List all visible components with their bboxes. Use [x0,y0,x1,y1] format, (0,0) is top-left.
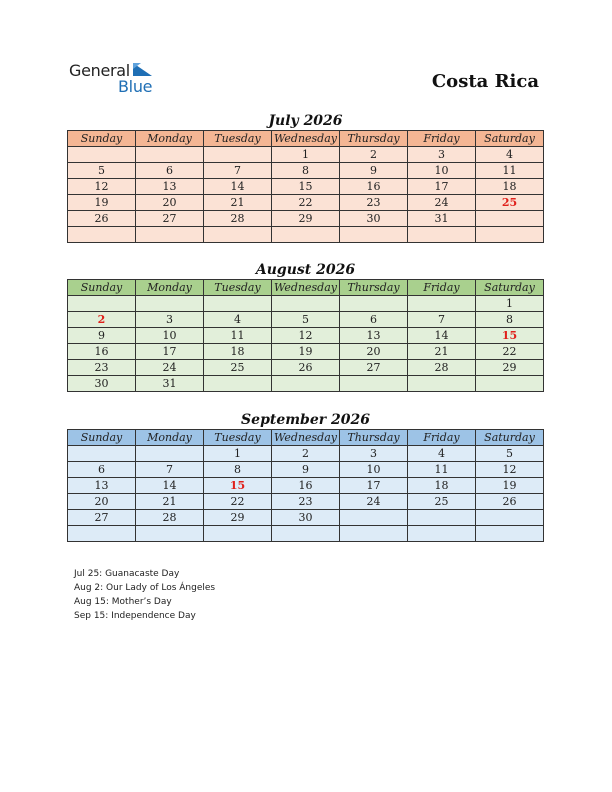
week-row [68,510,544,526]
day-cell: 20 [136,195,204,211]
day-cell: 3 [136,312,204,328]
day-cell: 17 [340,478,408,494]
day-cell: 19 [272,344,340,360]
day-cell: 16 [272,478,340,494]
day-cell: 19 [476,478,544,494]
day-cell: 28 [136,510,204,526]
day-cell: 2 [340,147,408,163]
day-cell: 19 [68,195,136,211]
day-cell: 6 [136,163,204,179]
week-row [68,147,544,163]
holiday-note: Jul 25: Guanacaste Day [74,569,180,579]
weekday-header-row [68,430,544,446]
day-cell: 27 [340,360,408,376]
day-cell: 26 [272,360,340,376]
day-cell: 10 [408,163,476,179]
day-cell: 15 [204,478,272,494]
week-row [68,211,544,227]
calendar-july [67,112,544,243]
weekday-header: Saturday [476,430,544,446]
day-cell: 27 [68,510,136,526]
day-cell: 5 [272,312,340,328]
day-cell [340,227,408,243]
day-cell: 4 [408,446,476,462]
week-row [68,179,544,195]
day-cell: 11 [476,163,544,179]
week-row [68,163,544,179]
day-cell [68,227,136,243]
day-cell: 9 [68,328,136,344]
weekday-header: Sunday [68,280,136,296]
day-cell: 15 [476,328,544,344]
day-cell: 30 [340,211,408,227]
weekday-header: Friday [408,430,476,446]
country-title: Costa Rica [431,71,539,92]
day-cell: 1 [272,147,340,163]
day-cell: 16 [340,179,408,195]
day-cell: 31 [136,376,204,392]
week-row [68,328,544,344]
logo-word-general: General [69,61,130,80]
weekday-header: Thursday [340,280,408,296]
day-cell: 14 [408,328,476,344]
day-cell: 6 [340,312,408,328]
week-row [68,494,544,510]
day-cell [408,526,476,542]
weekday-header-row [68,131,544,147]
day-cell [272,526,340,542]
day-cell [204,147,272,163]
month-grid [67,130,544,243]
day-cell: 8 [476,312,544,328]
week-row [68,478,544,494]
day-cell: 13 [340,328,408,344]
day-cell: 8 [204,462,272,478]
weekday-header: Thursday [340,430,408,446]
day-cell [136,227,204,243]
day-cell [272,227,340,243]
day-cell [136,296,204,312]
day-cell: 22 [204,494,272,510]
day-cell: 25 [408,494,476,510]
day-cell: 30 [272,510,340,526]
month-title: July 2026 [268,113,343,129]
day-cell [136,526,204,542]
weekday-header-row [68,280,544,296]
day-cell: 27 [136,211,204,227]
week-row [68,376,544,392]
day-cell [68,296,136,312]
day-cell [136,446,204,462]
week-row [68,312,544,328]
weekday-header: Saturday [476,131,544,147]
week-row [68,227,544,243]
day-cell: 9 [340,163,408,179]
day-cell: 17 [136,344,204,360]
logo-word-blue: Blue [118,77,153,96]
weekday-header: Sunday [68,131,136,147]
day-cell: 23 [272,494,340,510]
day-cell: 26 [68,211,136,227]
day-cell [476,227,544,243]
day-cell: 13 [68,478,136,494]
day-cell [476,211,544,227]
weekday-header: Thursday [340,131,408,147]
day-cell [476,510,544,526]
day-cell: 16 [68,344,136,360]
day-cell: 25 [476,195,544,211]
day-cell: 5 [476,446,544,462]
day-cell: 31 [408,211,476,227]
day-cell [68,147,136,163]
logo-flag-icon [133,63,153,77]
day-cell: 22 [272,195,340,211]
day-cell: 7 [204,163,272,179]
day-cell [204,227,272,243]
day-cell: 20 [340,344,408,360]
day-cell: 2 [272,446,340,462]
day-cell: 11 [204,328,272,344]
day-cell: 29 [204,510,272,526]
day-cell [408,296,476,312]
week-row [68,195,544,211]
day-cell [272,296,340,312]
day-cell: 7 [408,312,476,328]
weekday-header: Sunday [68,430,136,446]
month-title: September 2026 [241,412,370,428]
day-cell: 11 [408,462,476,478]
day-cell: 3 [408,147,476,163]
holiday-note: Sep 15: Independence Day [74,611,196,621]
day-cell [136,147,204,163]
day-cell [272,376,340,392]
day-cell: 12 [68,179,136,195]
day-cell: 30 [68,376,136,392]
day-cell: 2 [68,312,136,328]
weekday-header: Wednesday [272,280,340,296]
day-cell [408,227,476,243]
weekday-header: Monday [136,131,204,147]
day-cell: 12 [272,328,340,344]
day-cell: 18 [408,478,476,494]
weekday-header: Friday [408,280,476,296]
day-cell: 18 [204,344,272,360]
day-cell [204,376,272,392]
day-cell: 22 [476,344,544,360]
day-cell: 3 [340,446,408,462]
holiday-note: Aug 2: Our Lady of Los Ángeles [74,583,216,593]
day-cell: 4 [204,312,272,328]
week-row [68,360,544,376]
month-title: August 2026 [255,262,356,278]
day-cell [204,526,272,542]
calendar-september [67,411,544,542]
day-cell: 23 [340,195,408,211]
day-cell [68,526,136,542]
day-cell: 14 [204,179,272,195]
calendar-august [67,261,544,392]
general-blue-logo [69,60,169,100]
day-cell: 14 [136,478,204,494]
day-cell [408,510,476,526]
weekday-header: Friday [408,131,476,147]
day-cell: 13 [136,179,204,195]
day-cell [340,526,408,542]
day-cell: 4 [476,147,544,163]
day-cell [476,376,544,392]
weekday-header: Monday [136,280,204,296]
day-cell [476,526,544,542]
day-cell: 24 [408,195,476,211]
day-cell: 24 [340,494,408,510]
day-cell: 21 [136,494,204,510]
day-cell: 20 [68,494,136,510]
week-row [68,296,544,312]
day-cell: 8 [272,163,340,179]
week-row [68,344,544,360]
day-cell [340,510,408,526]
day-cell: 5 [68,163,136,179]
day-cell: 29 [476,360,544,376]
day-cell: 18 [476,179,544,195]
day-cell: 1 [204,446,272,462]
day-cell: 28 [204,211,272,227]
week-row [68,446,544,462]
day-cell: 17 [408,179,476,195]
holiday-note: Aug 15: Mother’s Day [74,597,172,607]
weekday-header: Tuesday [204,280,272,296]
month-grid [67,279,544,392]
day-cell: 28 [408,360,476,376]
weekday-header: Saturday [476,280,544,296]
day-cell: 7 [136,462,204,478]
day-cell: 12 [476,462,544,478]
day-cell: 1 [476,296,544,312]
week-row [68,462,544,478]
day-cell [408,376,476,392]
day-cell [340,296,408,312]
day-cell [68,446,136,462]
month-grid [67,429,544,542]
day-cell: 15 [272,179,340,195]
day-cell: 29 [272,211,340,227]
weekday-header: Tuesday [204,430,272,446]
day-cell: 10 [136,328,204,344]
day-cell: 25 [204,360,272,376]
weekday-header: Tuesday [204,131,272,147]
day-cell: 26 [476,494,544,510]
day-cell [204,296,272,312]
day-cell [340,376,408,392]
holiday-notes [74,567,215,623]
day-cell: 6 [68,462,136,478]
day-cell: 24 [136,360,204,376]
weekday-header: Monday [136,430,204,446]
day-cell: 21 [408,344,476,360]
week-row [68,526,544,542]
weekday-header: Wednesday [272,131,340,147]
weekday-header: Wednesday [272,430,340,446]
day-cell: 21 [204,195,272,211]
day-cell: 10 [340,462,408,478]
day-cell: 9 [272,462,340,478]
day-cell: 23 [68,360,136,376]
